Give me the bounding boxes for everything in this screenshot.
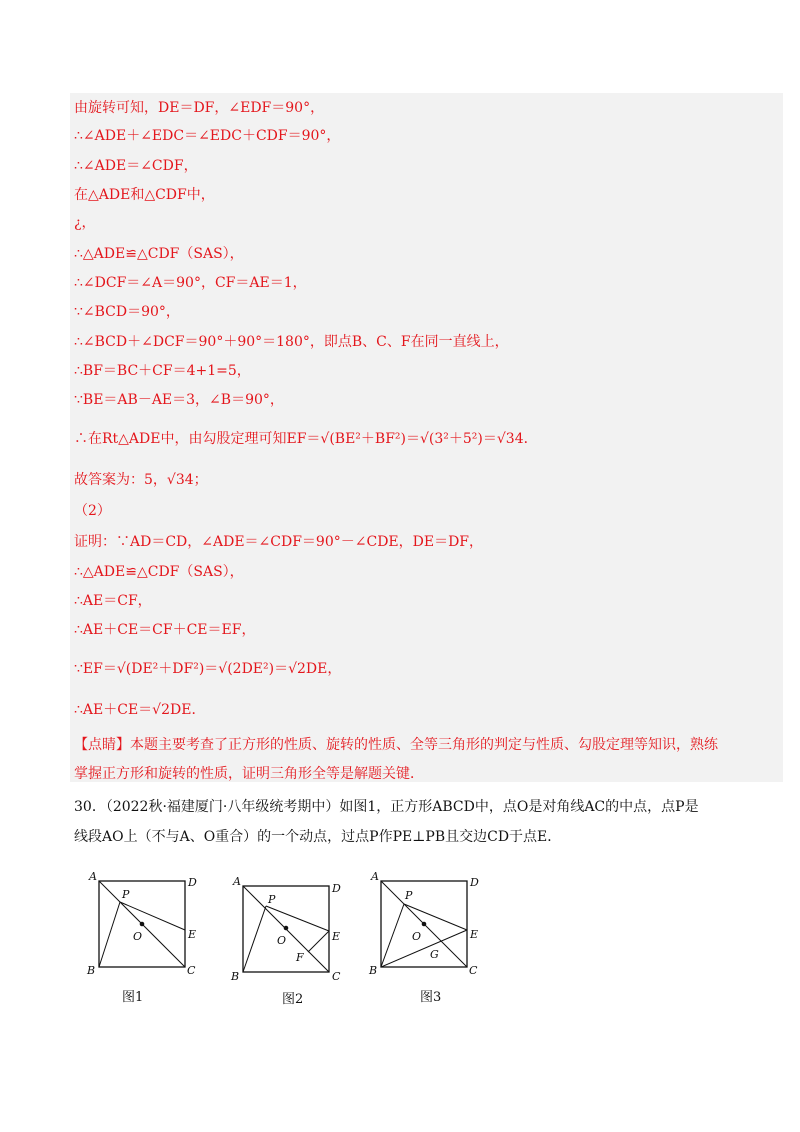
solution-line: ∴△ADE≌△CDF（SAS）， — [74, 564, 244, 580]
solution-line: ∴∠DCF＝∠A＝90°，CF＝AE＝1， — [74, 275, 307, 291]
fig3-label-e: E — [470, 928, 479, 941]
solution-line: ¿， — [74, 215, 96, 231]
question-line-2: 线段AO上（不与A、O重合）的一个动点，过点P作PE⊥PB且交边CD于点E． — [74, 829, 562, 845]
figure-1-diagram — [84, 868, 204, 983]
tip-line-2: 掌握正方形和旋转的性质，证明三角形全等是解题关键． — [74, 766, 424, 782]
fig3-label-p: P — [405, 889, 413, 902]
solution-line: ∴在Rt△ADE中，由勾股定理可知EF＝√(BE²＋BF²)＝√(3²＋5²)＝√34． — [74, 431, 538, 447]
solution-line: ∵∠BCD＝90°， — [74, 304, 180, 320]
solution-line: 故答案为：5，√34； — [74, 472, 208, 488]
fig2-label-d: D — [332, 882, 341, 895]
solution-line: ∴∠ADE＋∠EDC＝∠EDC＋CDF＝90°， — [74, 128, 341, 144]
solution-line: ∵BE＝AB－AE＝3，∠B＝90°， — [74, 392, 284, 408]
solution-line: ∴△ADE≌△CDF（SAS）， — [74, 246, 244, 262]
solution-line: ∴∠BCD＋∠DCF＝90°＋90°＝180°，即点B、C、F在同一直线上， — [74, 334, 509, 350]
fig3-label-c: C — [469, 964, 478, 977]
fig3-label-a: A — [371, 870, 379, 883]
fig2-label-b: B — [231, 970, 240, 983]
figure-1 — [84, 868, 204, 1005]
solution-line: ∴AE＋CE＝√2DE． — [74, 702, 206, 718]
solution-line: ∴AE＝CF， — [74, 593, 152, 609]
fig2-label-c: C — [332, 970, 341, 983]
fig2-label-a: A — [233, 875, 241, 888]
figure-3-diagram — [366, 868, 486, 983]
fig3-label-o: O — [412, 930, 422, 943]
fig1-label-d: D — [188, 876, 197, 889]
figure-3-caption: 图3 — [420, 990, 442, 1005]
solution-line: 证明：∵AD＝CD，∠ADE＝∠CDF＝90°－∠CDE，DE＝DF， — [74, 534, 484, 550]
fig3-label-g: G — [430, 948, 439, 961]
fig3-label-d: D — [470, 876, 479, 889]
solution-line: （2） — [74, 503, 111, 519]
figure-2 — [228, 868, 348, 1007]
solution-line: 在△ADE和△CDF中， — [74, 187, 215, 203]
fig2-label-f: F — [296, 951, 304, 964]
fig2-label-p: P — [268, 893, 276, 906]
fig1-label-c: C — [187, 964, 196, 977]
fig1-label-p: P — [122, 888, 130, 901]
solution-line: ∴BF＝BC＋CF＝4+1=5， — [74, 363, 251, 379]
solution-line: ∵EF＝√(DE²＋DF²)＝√(2DE²)＝√2DE， — [74, 661, 342, 677]
fig2-label-o: O — [277, 934, 287, 947]
fig1-label-b: B — [87, 964, 96, 977]
fig2-label-e: E — [332, 930, 341, 943]
fig1-label-e: E — [188, 928, 197, 941]
question-line-1: 30．（2022秋·福建厦门·八年级统考期中）如图1，正方形ABCD中，点O是对角线AC的中点，点P是 — [74, 799, 699, 815]
solution-line: ∴AE＋CE＝CF＋CE＝EF， — [74, 622, 256, 638]
solution-line: 由旋转可知，DE＝DF，∠EDF＝90°， — [74, 100, 325, 116]
question-30 — [74, 792, 774, 852]
fig1-label-a: A — [89, 870, 97, 883]
solution-line: ∴∠ADE＝∠CDF， — [74, 158, 198, 174]
figure-1-caption: 图1 — [122, 990, 144, 1005]
tip-line-1: 【点睛】本题主要考查了正方形的性质、旋转的性质、全等三角形的判定与性质、勾股定理等知识，熟练 — [74, 737, 718, 753]
figure-2-caption: 图2 — [282, 992, 304, 1007]
fig3-label-b: B — [369, 964, 378, 977]
figure-2-diagram — [228, 868, 348, 983]
fig1-label-o: O — [133, 930, 143, 943]
figure-3 — [366, 868, 486, 1005]
